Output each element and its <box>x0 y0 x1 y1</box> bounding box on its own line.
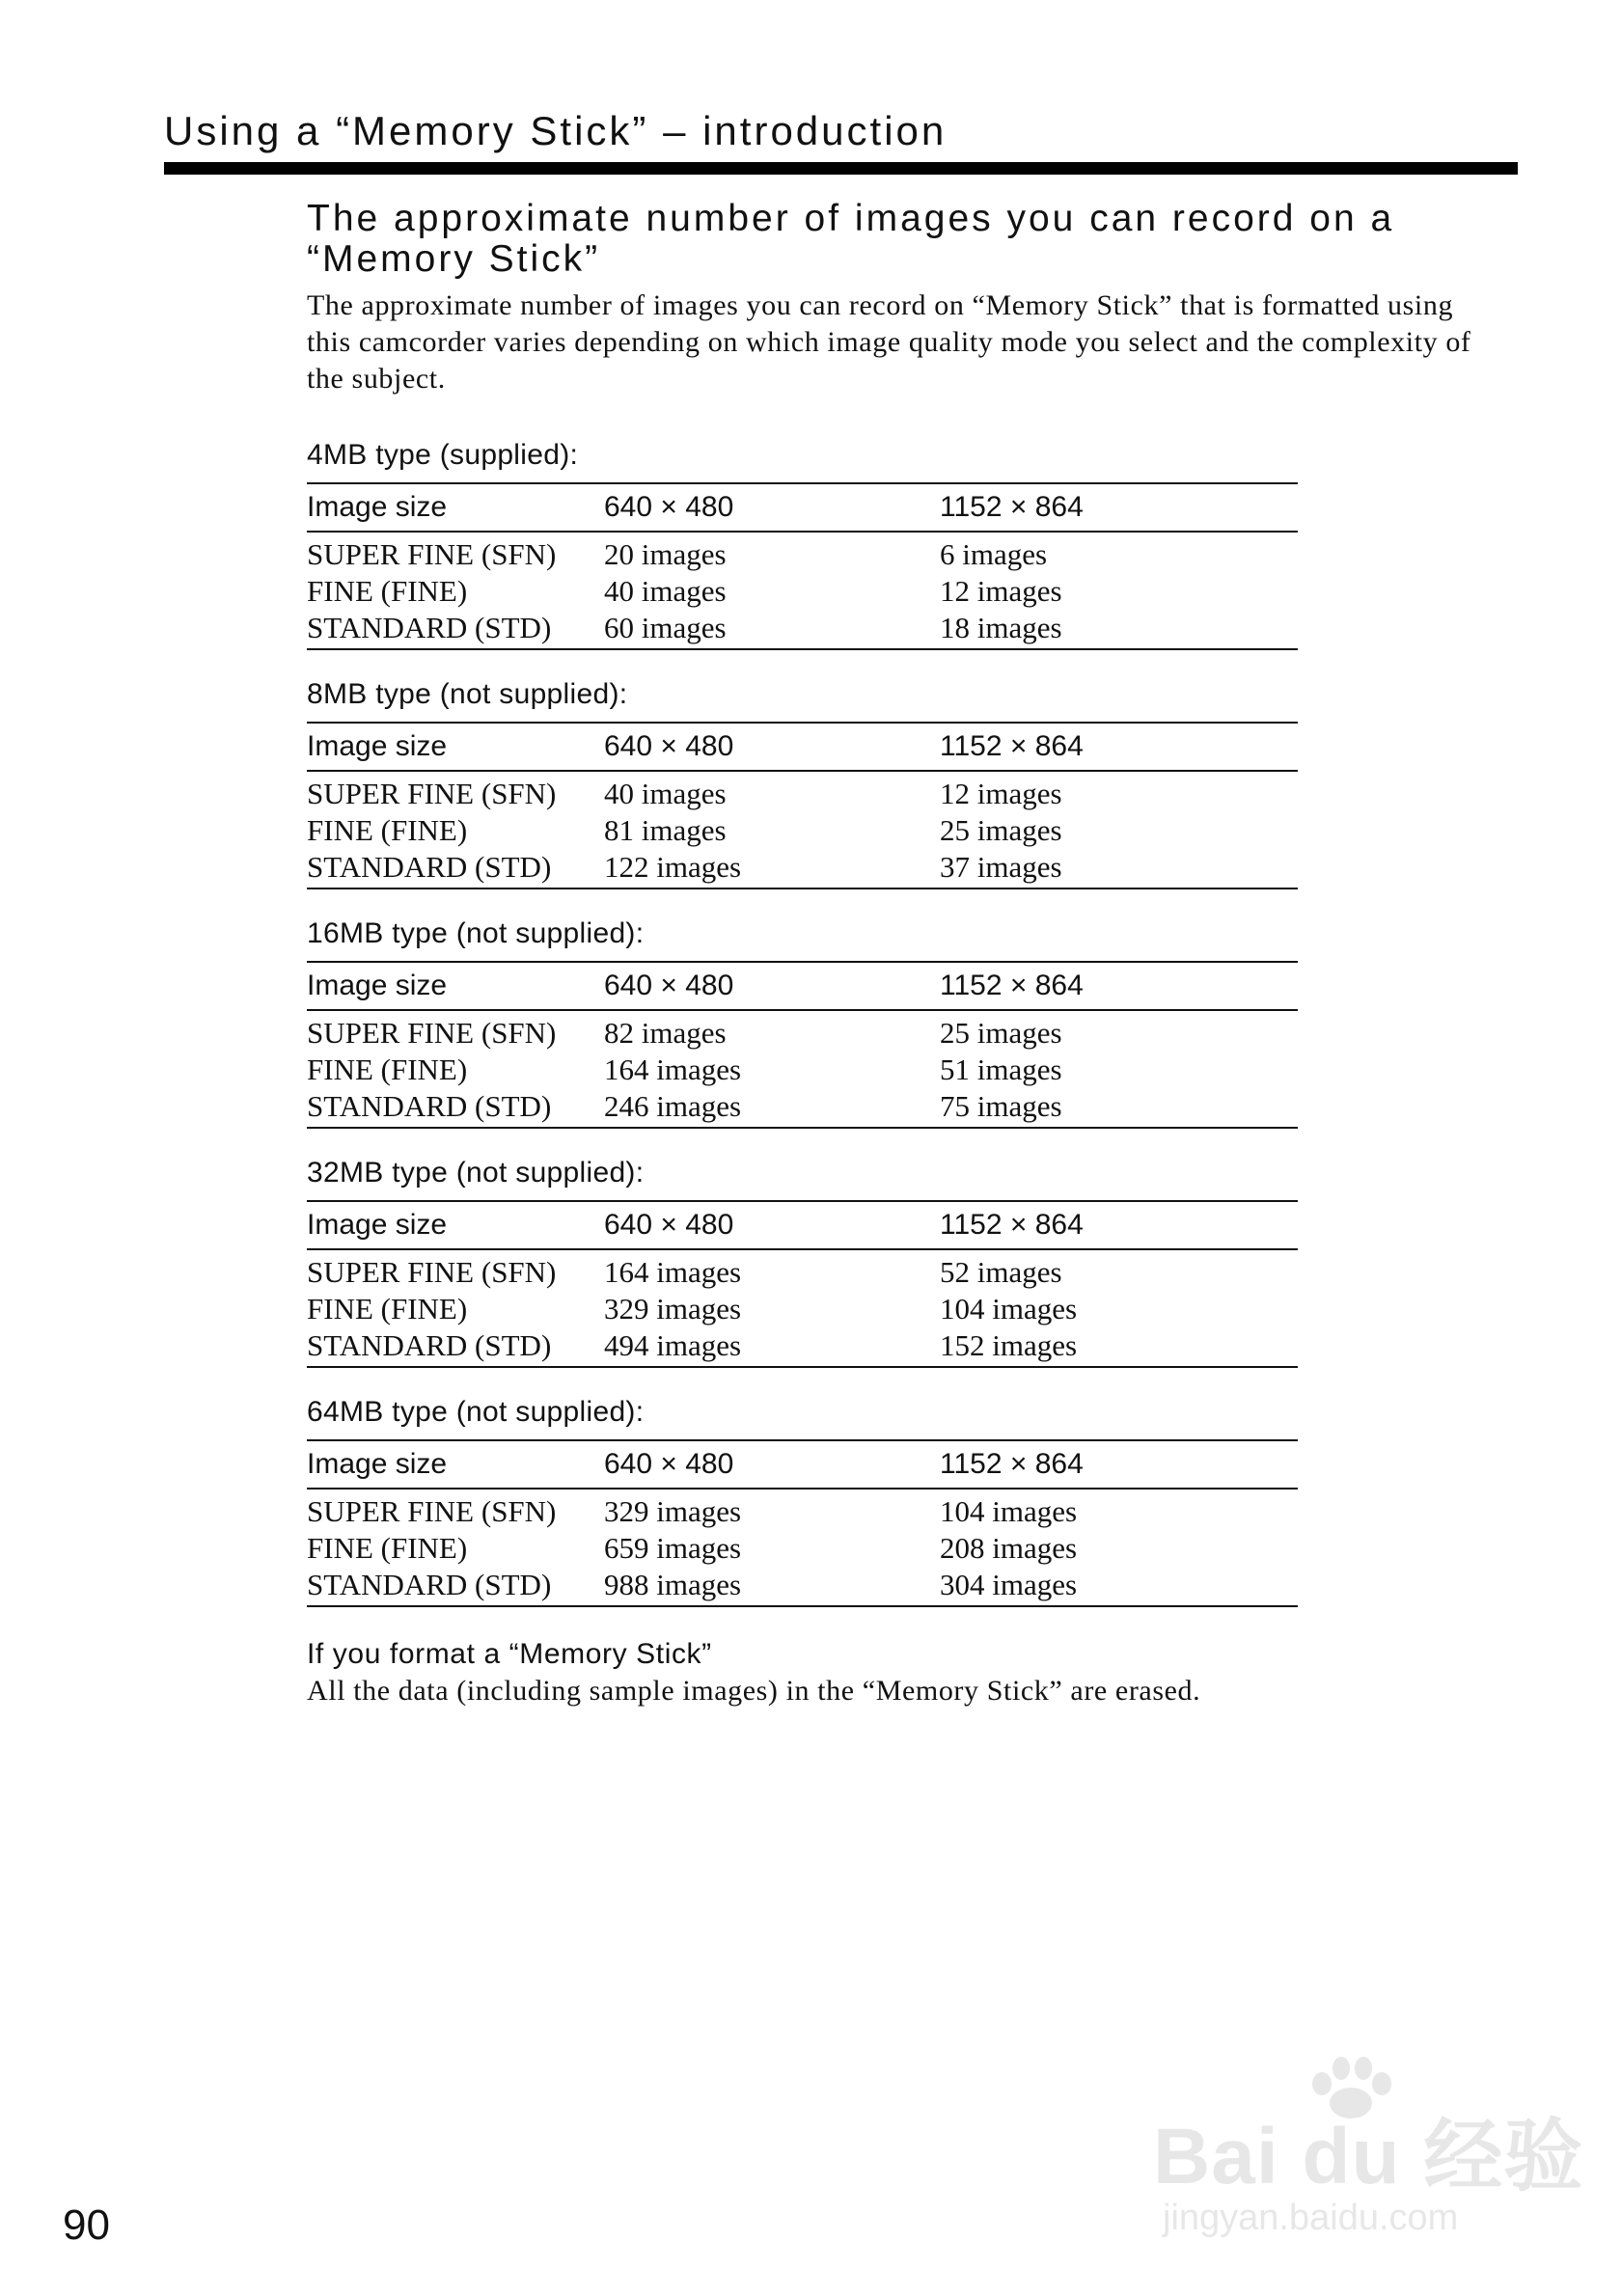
table-cell: 494 images <box>604 1327 940 1367</box>
table-cell: 6 images <box>940 537 1048 571</box>
memory-table <box>307 1200 1298 1368</box>
table-row <box>307 1327 1298 1367</box>
table-cell: 152 images <box>940 1327 1298 1367</box>
memory-table-block <box>307 916 1298 1129</box>
column-header: Image size <box>307 1201 604 1249</box>
column-header: 640 × 480 <box>604 723 940 771</box>
table-header-row <box>307 723 1298 771</box>
memory-table-block <box>307 1395 1298 1607</box>
table-row <box>307 1052 1298 1088</box>
page-header-title: Using a “Memory Stick” – introduction <box>164 108 948 153</box>
table-cell: 659 images <box>604 1531 742 1565</box>
column-header: 640 × 480 <box>604 962 940 1010</box>
table-cell: 51 images <box>940 1052 1062 1086</box>
memory-table-block <box>307 438 1298 650</box>
table-cell: 246 images <box>604 1088 940 1128</box>
table-cell: 60 images <box>604 610 940 649</box>
column-header: Image size <box>307 962 604 1010</box>
column-header: 1152 × 864 <box>940 962 1298 1010</box>
memory-table <box>307 482 1298 650</box>
table-row <box>307 1567 1298 1606</box>
table-title: 16MB type (not supplied): <box>307 917 645 949</box>
table-cell: 52 images <box>940 1255 1062 1289</box>
table-header-row <box>307 962 1298 1010</box>
table-row <box>307 610 1298 649</box>
format-note <box>307 1636 1494 1709</box>
table-cell: 164 images <box>604 1255 742 1289</box>
table-cell: 208 images <box>940 1531 1078 1565</box>
table-cell: 104 images <box>940 1292 1078 1326</box>
table-title: 4MB type (supplied): <box>307 439 579 471</box>
table-row <box>307 1291 1298 1327</box>
table-cell: 18 images <box>940 610 1298 649</box>
table-header-row <box>307 1440 1298 1489</box>
table-cell: 81 images <box>604 813 727 847</box>
page-number: 90 <box>63 2201 110 2249</box>
table-cell: 12 images <box>940 574 1062 608</box>
column-header: 640 × 480 <box>604 1201 940 1249</box>
table-cell: 40 images <box>604 574 727 608</box>
section-heading: The approximate number of images you can record on a “Memory Stick” <box>307 198 1395 280</box>
table-cell: STANDARD (STD) <box>307 610 604 649</box>
column-header: 1152 × 864 <box>940 483 1298 532</box>
table-cell: FINE (FINE) <box>307 1292 468 1326</box>
table-row <box>307 771 1298 812</box>
baidu-watermark <box>1153 2055 1584 2248</box>
table-cell: 329 images <box>604 1494 742 1528</box>
intro-paragraph: The approximate number of images you can record on “Memory Stick” that is formatted using this camcorder varies depending on which image quality mode you select and the complexity of the subject. <box>307 289 1471 395</box>
table-row <box>307 812 1298 849</box>
table-cell: 12 images <box>940 777 1062 810</box>
table-row <box>307 1010 1298 1052</box>
table-cell: STANDARD (STD) <box>307 1567 604 1606</box>
column-header: Image size <box>307 723 604 771</box>
table-row <box>307 1249 1298 1291</box>
table-cell: FINE (FINE) <box>307 1052 468 1086</box>
memory-tables <box>307 438 1494 1607</box>
table-cell: 40 images <box>604 777 727 810</box>
table-cell: STANDARD (STD) <box>307 1327 604 1367</box>
table-cell: 75 images <box>940 1088 1298 1128</box>
table-cell: 122 images <box>604 849 940 888</box>
table-cell: STANDARD (STD) <box>307 1088 604 1128</box>
table-row <box>307 1489 1298 1530</box>
table-row <box>307 1530 1298 1567</box>
table-cell: STANDARD (STD) <box>307 849 604 888</box>
column-header: 1152 × 864 <box>940 1440 1298 1489</box>
table-cell: SUPER FINE (SFN) <box>307 537 557 571</box>
table-cell: 329 images <box>604 1292 742 1326</box>
column-header: Image size <box>307 483 604 532</box>
table-cell: 25 images <box>940 813 1062 847</box>
table-row <box>307 532 1298 573</box>
note-text: All the data (including sample images) in the “Memory Stick” are erased. <box>307 1675 1201 1707</box>
table-title: 32MB type (not supplied): <box>307 1157 645 1189</box>
table-cell: 164 images <box>604 1052 742 1086</box>
table-cell: SUPER FINE (SFN) <box>307 777 557 810</box>
table-cell: SUPER FINE (SFN) <box>307 1016 557 1050</box>
table-cell: FINE (FINE) <box>307 1531 468 1565</box>
table-cell: FINE (FINE) <box>307 574 468 608</box>
column-header: 1152 × 864 <box>940 1201 1298 1249</box>
note-title: If you format a “Memory Stick” <box>307 1638 712 1670</box>
table-cell: 104 images <box>940 1494 1078 1528</box>
table-cell: SUPER FINE (SFN) <box>307 1255 557 1289</box>
table-cell: 20 images <box>604 537 727 571</box>
watermark-logo: Bai du 经验 <box>1153 2113 1584 2200</box>
table-row <box>307 849 1298 888</box>
table-title: 8MB type (not supplied): <box>307 678 628 710</box>
table-row <box>307 1088 1298 1128</box>
table-header-row <box>307 1201 1298 1249</box>
table-cell: 82 images <box>604 1016 727 1050</box>
memory-table-block <box>307 677 1298 889</box>
watermark-url: jingyan.baidu.com <box>1163 2198 1459 2238</box>
column-header: 640 × 480 <box>604 1440 940 1489</box>
column-header: Image size <box>307 1440 604 1489</box>
table-row <box>307 573 1298 610</box>
table-cell: 25 images <box>940 1016 1062 1050</box>
table-header-row <box>307 483 1298 532</box>
memory-table <box>307 961 1298 1129</box>
table-cell: 37 images <box>940 849 1298 888</box>
memory-table <box>307 1439 1298 1607</box>
main-content <box>307 199 1494 1709</box>
column-header: 640 × 480 <box>604 483 940 532</box>
table-cell: FINE (FINE) <box>307 813 468 847</box>
table-title: 64MB type (not supplied): <box>307 1396 645 1428</box>
table-cell: SUPER FINE (SFN) <box>307 1494 557 1528</box>
header-rule <box>164 162 1518 175</box>
memory-table <box>307 722 1298 889</box>
table-cell: 988 images <box>604 1567 940 1606</box>
column-header: 1152 × 864 <box>940 723 1298 771</box>
table-cell: 304 images <box>940 1567 1298 1606</box>
memory-table-block <box>307 1156 1298 1368</box>
